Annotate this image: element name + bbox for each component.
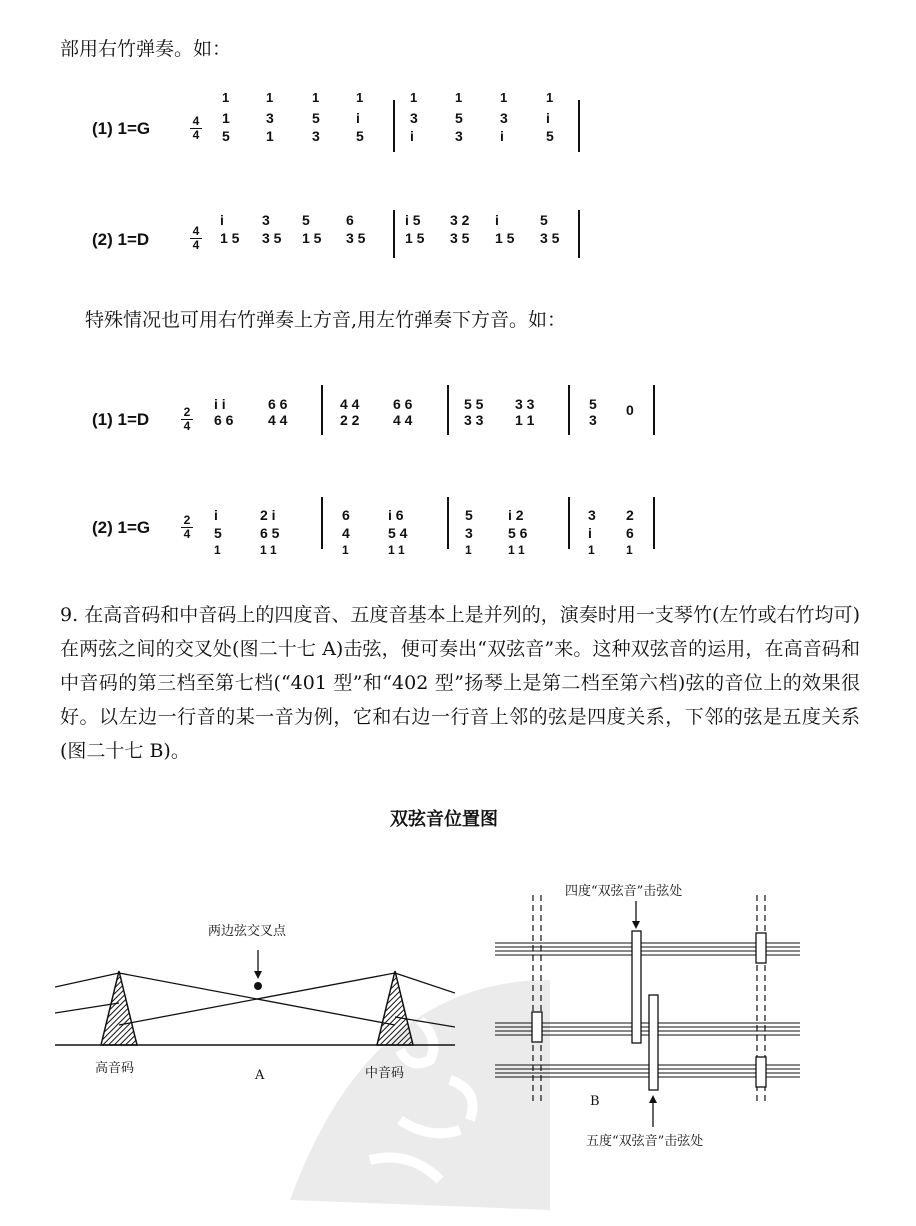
note: 1 [500, 90, 508, 105]
note: 5 [546, 128, 554, 144]
barline [393, 100, 395, 152]
note: 1 [342, 543, 349, 557]
note: 2 i [260, 507, 276, 523]
fourth-label: 四度“双弦音”击弦处 [565, 884, 683, 899]
intro-line: 部用右竹弹奏。如： [60, 38, 232, 60]
note: 3 [410, 110, 418, 126]
time-signature: 4 4 [190, 115, 202, 142]
note: 1 1 [515, 412, 535, 428]
note: 4 4 [268, 412, 288, 428]
paragraph-9: 9. 在高音码和中音码上的四度音、五度音基本上是并列的，演奏时用一支琴竹(左竹或右竹均可)在两弦之间的交叉处(图二十七 A)击弦，便可奏出“双弦音”来。这种双弦音的运用，在高音码和中音码的第三档至第七档(“401 型”和“402 型”扬琴上是第二档至第六档)弦的音位上的效果很好。以左边一行音的某一音为例，它和右边一行音上邻的弦是四度关系，下邻的弦是五度关系(图二十七 B)。 [60, 604, 860, 762]
note: 3 [266, 110, 274, 126]
barline [447, 385, 449, 435]
note: 4 4 [393, 412, 413, 428]
note: 3 5 [262, 230, 282, 246]
note: i 2 [508, 507, 524, 523]
note: i [214, 507, 218, 523]
note: 5 [222, 128, 230, 144]
note: 3 [500, 110, 508, 126]
note: 5 [302, 212, 310, 228]
note: 1 [356, 90, 364, 105]
note: 3 2 [450, 212, 470, 228]
time-signature: 4 4 [190, 225, 202, 252]
left-bridge-label: 高音码 [95, 1061, 135, 1076]
note: 1 [266, 90, 274, 105]
cross-point-label: 两边弦交叉点 [208, 924, 287, 939]
note: 3 [455, 128, 463, 144]
note: 3 [588, 507, 596, 523]
note: 4 4 [340, 396, 360, 412]
note: 3 [465, 525, 473, 541]
note: i 6 [388, 507, 404, 523]
note: i i [214, 396, 226, 412]
note: 1 [214, 543, 221, 557]
note: 1 [312, 90, 320, 105]
note: 1 [222, 90, 230, 105]
example-intro-2: 特殊情况也可用右竹弹奏上方音,用左竹弹奏下方音。如： [85, 309, 567, 331]
figure-a-diagram [55, 945, 455, 1060]
note: i [500, 128, 504, 144]
note: 3 5 [540, 230, 560, 246]
barline [447, 497, 449, 549]
note: i [410, 128, 414, 144]
note: 1 [465, 543, 472, 557]
note: 6 6 [393, 396, 413, 412]
note: 1 1 [388, 543, 405, 557]
note: 5 [356, 128, 364, 144]
note: 4 [342, 525, 350, 541]
note: 6 5 [260, 525, 280, 541]
note: 5 [214, 525, 222, 541]
barline [653, 385, 655, 435]
figure-a-letter: A [255, 1068, 265, 1083]
note: 1 [266, 128, 274, 144]
note: i [356, 110, 360, 126]
example-2-label: (2) 1=D [92, 230, 150, 249]
note: i [220, 212, 224, 228]
note: 1 5 [495, 230, 515, 246]
note: 1 [546, 90, 554, 105]
note: 5 4 [388, 525, 408, 541]
time-signature: 2 4 [181, 406, 193, 433]
note: 6 [342, 507, 350, 523]
barline [578, 210, 580, 258]
example-3-label: (1) 1=D [92, 410, 150, 429]
note: 3 [589, 412, 597, 428]
barline [321, 497, 323, 549]
barline [568, 497, 570, 549]
note: 2 [626, 507, 634, 523]
barline [578, 100, 580, 152]
note: 6 [346, 212, 354, 228]
fifth-label: 五度“双弦音”击弦处 [586, 1134, 704, 1149]
time-signature: 2 4 [181, 514, 193, 541]
note: 3 5 [346, 230, 366, 246]
note: 1 1 [260, 543, 277, 557]
note: 1 [588, 543, 595, 557]
note: 3 [262, 212, 270, 228]
note: 1 [626, 543, 633, 557]
note: 6 6 [214, 412, 234, 428]
note: 5 [465, 507, 473, 523]
note: 6 [626, 525, 634, 541]
note: 5 [455, 110, 463, 126]
note: 1 [222, 110, 230, 126]
note: i [546, 110, 550, 126]
note: 3 3 [464, 412, 484, 428]
note: i 5 [405, 212, 421, 228]
note: 1 [410, 90, 418, 105]
note: 1 [455, 90, 463, 105]
note: 5 [312, 110, 320, 126]
barline [321, 385, 323, 435]
note: 6 6 [268, 396, 288, 412]
note: i [495, 212, 499, 228]
note: 3 3 [515, 396, 535, 412]
note: 1 5 [302, 230, 322, 246]
figure-title: 双弦音位置图 [390, 809, 498, 830]
note: 5 [589, 396, 597, 412]
note: 1 1 [508, 543, 525, 557]
note: 5 6 [508, 525, 528, 541]
note: 1 5 [405, 230, 425, 246]
barline [568, 385, 570, 435]
note: i [588, 525, 592, 541]
figure-b-letter: B [590, 1094, 600, 1109]
example-4-label: (2) 1=G [92, 518, 151, 537]
barline [393, 210, 395, 258]
barline [653, 497, 655, 549]
right-bridge-label: 中音码 [365, 1066, 405, 1081]
note: 3 5 [450, 230, 470, 246]
rest: 0 [626, 402, 634, 418]
note: 1 5 [220, 230, 240, 246]
note: 3 [312, 128, 320, 144]
figure-b-diagram [495, 895, 805, 1130]
note: 2 2 [340, 412, 360, 428]
example-1-label: (1) 1=G [92, 119, 151, 138]
note: 5 [540, 212, 548, 228]
note: 5 5 [464, 396, 484, 412]
